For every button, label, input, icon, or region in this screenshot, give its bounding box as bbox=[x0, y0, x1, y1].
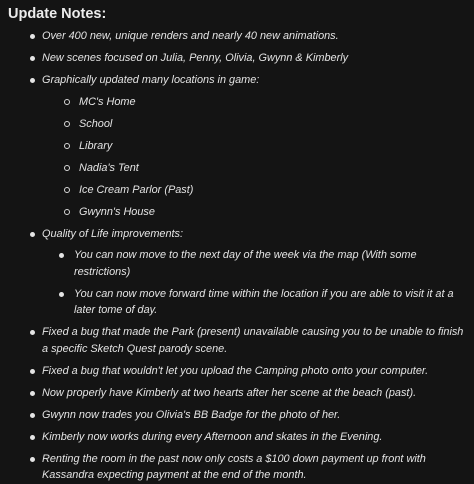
list-item-text: Renting the room in the past now only costs a $100 down payment up front with Kassandra expecting payment at the end of the month. bbox=[42, 452, 426, 481]
list-item bbox=[8, 451, 474, 484]
list-item bbox=[8, 226, 474, 319]
sub-list-item: Nadia's Tent bbox=[42, 160, 468, 177]
sub-list-item: Library bbox=[42, 138, 468, 155]
list-item-text: Graphically updated many locations in game: bbox=[42, 74, 260, 86]
sub-list-item: You can now move to the next day of the week via the map (With some restrictions) bbox=[42, 247, 468, 280]
update-notes-title: Update Notes: bbox=[8, 6, 107, 22]
list-item bbox=[8, 72, 474, 220]
list-item bbox=[8, 324, 474, 357]
list-item bbox=[8, 385, 474, 402]
list-item-text: Fixed a bug that made the Park (present) unavailable causing you to be unable to finish a specific Sketch Quest parody scene. bbox=[42, 326, 464, 355]
list-item bbox=[8, 407, 474, 424]
sub-list-item: You can now move forward time within the location if you are able to visit it at a later tome of day. bbox=[42, 286, 468, 319]
locations-sublist bbox=[42, 94, 468, 221]
list-item-text: Quality of Life improvements: bbox=[42, 227, 184, 240]
list-item bbox=[8, 50, 474, 67]
list-item-text: New scenes focused on Julia, Penny, Olivia, Gwynn & Kimberly bbox=[42, 52, 349, 64]
list-item-text: Over 400 new, unique renders and nearly 40 new animations. bbox=[42, 30, 339, 42]
sub-list-item: Ice Cream Parlor (Past) bbox=[42, 182, 468, 199]
sub-list-item: MC's Home bbox=[42, 94, 468, 111]
list-item-text: Fixed a bug that wouldn't let you upload the Camping photo onto your computer. bbox=[42, 364, 429, 377]
list-item bbox=[8, 28, 474, 45]
qol-sublist bbox=[42, 247, 468, 319]
notes-list bbox=[8, 28, 474, 484]
list-item-text: Gwynn now trades you Olivia's BB Badge for the photo of her. bbox=[42, 408, 341, 421]
sub-list-item: Gwynn's House bbox=[42, 204, 468, 221]
list-item bbox=[8, 363, 474, 380]
list-item-text: Now properly have Kimberly at two hearts after her scene at the beach (past). bbox=[42, 386, 417, 399]
list-item bbox=[8, 429, 474, 446]
sub-list-item: School bbox=[42, 116, 468, 133]
list-item-text: Kimberly now works during every Afternoon and skates in the Evening. bbox=[42, 430, 383, 443]
